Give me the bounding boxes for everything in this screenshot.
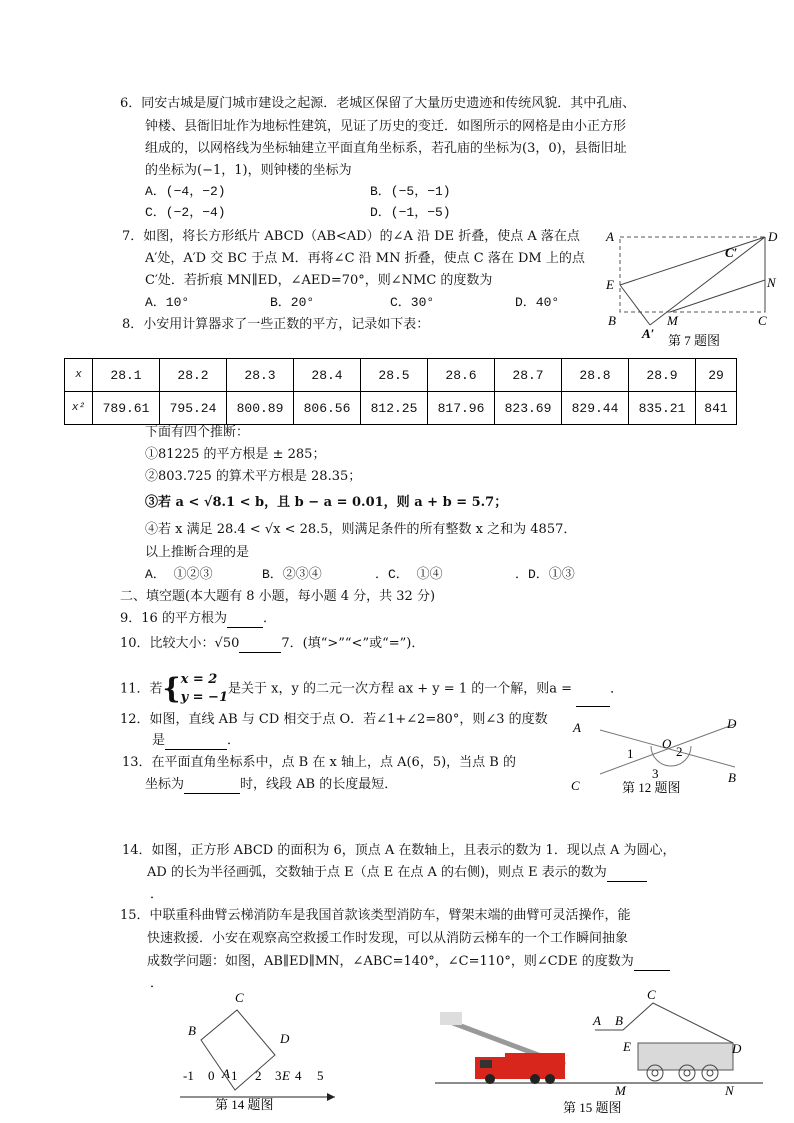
- fig15-label: C: [647, 987, 656, 1002]
- q6-option-b: B．(−5，−1): [370, 184, 451, 199]
- cell: 789.61: [93, 392, 160, 425]
- q6-option-d: D．(−1，−5): [370, 205, 451, 220]
- fig14-label: C: [235, 990, 244, 1005]
- fig15-label: M: [615, 1083, 626, 1098]
- answer-blank[interactable]: [165, 735, 227, 750]
- fig14-label: E: [282, 1068, 290, 1083]
- answer-blank[interactable]: [576, 692, 610, 707]
- q6-line: 钟楼、县衙旧址作为地标性建筑，见证了历史的变迁．如图所示的网格是由小正方形: [145, 119, 627, 134]
- fig12-label: A: [573, 720, 581, 735]
- fig12-label: D: [727, 716, 737, 731]
- q14-figure: [175, 980, 345, 1115]
- q7-option-a: A．10°: [145, 295, 190, 310]
- q7-line: A′处，A′D 交 BC 于点 M．再将∠C 沿 MN 折叠，使点 C 落在 DM 上的点: [145, 251, 585, 266]
- q8-line: ④若 x 满足 28.4 < √x < 28.5，则满足条件的所有整数 x 之和为 4857．: [145, 522, 577, 537]
- tick-label: 4: [295, 1068, 302, 1083]
- q8-option-b: B．②③④: [262, 567, 322, 582]
- q6-option-c: C．(−2，−4): [145, 205, 226, 220]
- cell: 28.2: [160, 359, 227, 392]
- fig15-label: A: [593, 1013, 601, 1028]
- table-row: [65, 359, 737, 392]
- cell: 795.24: [160, 392, 227, 425]
- answer-blank[interactable]: [239, 638, 281, 653]
- q6-line: 组成的，以网格线为坐标轴建立平面直角坐标系，若孔庙的坐标为(3，0)，县衙旧址: [145, 141, 627, 156]
- tick-label: 1: [231, 1068, 238, 1083]
- fig12-label: C: [571, 778, 580, 793]
- fig14-label: D: [280, 1031, 290, 1046]
- q12-line: 12．如图，直线 AB 与 CD 相交于点 O．若∠1+∠2=80°，则∠3 的度数: [120, 712, 548, 727]
- fig15-caption: 第 15 题图: [563, 1100, 622, 1115]
- cell: 829.44: [562, 392, 629, 425]
- q8-intro: 8．小安用计算器求了一些正数的平方，记录如下表：: [122, 317, 430, 332]
- fig7-caption: 第 7 题图: [668, 333, 721, 348]
- cell: 28.6: [428, 359, 495, 392]
- cell: 28.7: [495, 359, 562, 392]
- q6-line: 6．同安古城是厦门城市建设之起源．老城区保留了大量历史遗迹和传统风貌．其中孔庙、: [120, 96, 636, 111]
- q8-line: ②803.725 的算术平方根是 28.35；: [145, 469, 362, 484]
- fig14-label: B: [188, 1023, 196, 1038]
- tick-label: 0: [208, 1068, 215, 1083]
- cell: 835.21: [629, 392, 696, 425]
- fig7-label: B: [608, 313, 616, 328]
- tick-label: 5: [317, 1068, 324, 1083]
- fig7-label: A: [606, 229, 614, 244]
- q8-line: 以上推断合理的是: [145, 545, 250, 560]
- q11: 11．若{x = 2 y = −1是关于 x，y 的二元一次方程 ax + y = 1 的一个解，则a = ．: [120, 672, 624, 705]
- q15-line: 15．中联重科曲臂云梯消防车是我国首款该类型消防车，臂架末端的曲臂可灵活操作，能: [120, 908, 631, 923]
- q8-option-a: A． ①②③: [145, 567, 213, 582]
- fig12-caption: 第 12 题图: [622, 780, 681, 795]
- fig12-label: B: [728, 770, 736, 785]
- q7-line: 7．如图，将长方形纸片 ABCD（AB<AD）的∠A 沿 DE 折叠，使点 A 落在点: [122, 229, 580, 244]
- q7-line: C′处．若折痕 MN∥ED，∠AED=70°，则∠NMC 的度数为: [145, 273, 493, 288]
- cell: 28.4: [294, 359, 361, 392]
- fig7-label: E: [606, 277, 614, 292]
- q13-line: 13．在平面直角坐标系中，点 B 在 x 轴上，点 A(6，5)，当点 B 的: [122, 755, 516, 770]
- cell: 841: [696, 392, 737, 425]
- fig7-label: C′: [725, 245, 738, 260]
- fig7-label: C: [758, 313, 767, 328]
- q12-line: 是 ．: [152, 733, 241, 748]
- cell: 817.96: [428, 392, 495, 425]
- q7-option-b: B．20°: [270, 295, 315, 310]
- cell: 806.56: [294, 392, 361, 425]
- q8-line: ①81225 的平方根是 ± 285；: [145, 447, 326, 462]
- q9: 9．16 的平方根为 ．: [120, 611, 276, 626]
- q14-line: 14．如图，正方形 ABCD 的面积为 6，顶点 A 在数轴上，且表示的数为 1．现以点 A 为圆心，: [122, 843, 676, 858]
- row-header: x²: [65, 392, 93, 425]
- cell: 28.1: [93, 359, 160, 392]
- q12-figure: [565, 712, 745, 797]
- q7-option-d: D．40°: [515, 295, 560, 310]
- q15-figure: [435, 985, 765, 1120]
- q14-dot: ．: [150, 887, 164, 902]
- fig15-label: E: [623, 1039, 631, 1054]
- tick-label: 2: [255, 1068, 262, 1083]
- cell: 28.5: [361, 359, 428, 392]
- q8-option-d: ．D．①③: [515, 567, 575, 582]
- fig15-label: D: [732, 1041, 742, 1056]
- answer-blank[interactable]: [184, 779, 240, 794]
- q14-line: AD 的长为半径画弧，交数轴于点 E（点 E 在点 A 的右侧)，则点 E 表示的数为: [147, 864, 647, 882]
- q13-line: 坐标为 时，线段 AB 的长度最短．: [145, 777, 398, 792]
- cell: 812.25: [361, 392, 428, 425]
- fig12-label: 1: [627, 746, 634, 761]
- q6-line: 的坐标为(−1，1)，则钟楼的坐标为: [145, 163, 352, 178]
- cell: 28.8: [562, 359, 629, 392]
- q15-line: 成数学问题：如图，AB∥ED∥MN，∠ABC=140°，∠C=110°，则∠CDE 的度数为: [147, 953, 670, 971]
- fig7-label: A′: [642, 326, 655, 341]
- fire-truck-image: [440, 1012, 565, 1084]
- fig7-label: D: [768, 229, 778, 244]
- answer-blank[interactable]: [607, 867, 647, 882]
- fig15-label: N: [725, 1083, 734, 1098]
- cell: 29: [696, 359, 737, 392]
- section-heading: 二、填空题(本大题有 8 小题，每小题 4 分，共 32 分): [120, 589, 436, 604]
- fig12-label: 3: [652, 766, 659, 781]
- answer-blank[interactable]: [227, 613, 263, 628]
- cell: 823.69: [495, 392, 562, 425]
- row-header: x: [65, 359, 93, 392]
- q15-dot: ．: [150, 976, 164, 991]
- q8-option-c: ．C． ①④: [375, 567, 443, 582]
- q8-line: 下面有四个推断：: [145, 425, 250, 440]
- fig14-label: A: [222, 1066, 230, 1081]
- fig12-label: O: [662, 736, 672, 751]
- fig7-label: N: [767, 275, 776, 290]
- cell: 800.89: [227, 392, 294, 425]
- q8-table: [64, 358, 737, 425]
- tick-label: 3: [275, 1068, 282, 1083]
- q7-option-c: C．30°: [390, 295, 435, 310]
- q8-line: ③若 a < √8.1 < b，且 b − a = 0.01，则 a + b = 5.7；: [145, 495, 508, 510]
- q10: 10．比较大小：√50 7．(填“>”“<”或“=”)．: [120, 636, 425, 651]
- q7-figure: [600, 225, 790, 350]
- fig14-caption: 第 14 题图: [215, 1097, 274, 1112]
- tick-label: -1: [183, 1068, 194, 1083]
- cell: 28.9: [629, 359, 696, 392]
- fig15-label: B: [615, 1013, 623, 1028]
- q15-line: 快速救援．小安在观察高空救援工作时发现，可以从消防云梯车的一个工作瞬间抽象: [147, 931, 629, 946]
- fig7-label: M: [667, 313, 678, 328]
- answer-blank[interactable]: [634, 956, 670, 971]
- table-row: [65, 392, 737, 425]
- q6-option-a: A．(−4，−2): [145, 184, 226, 199]
- cell: 28.3: [227, 359, 294, 392]
- fig12-label: 2: [676, 744, 683, 759]
